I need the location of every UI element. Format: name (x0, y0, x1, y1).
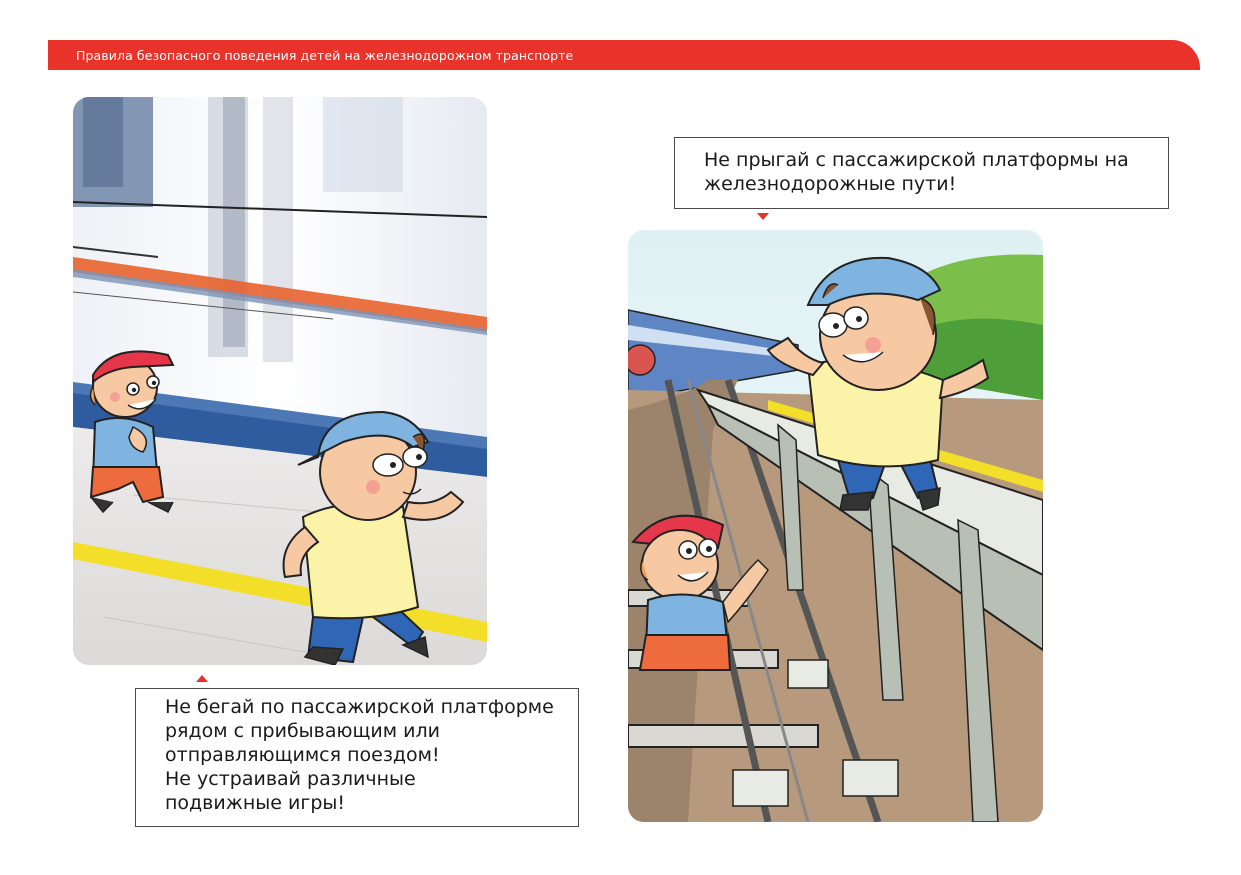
illustration-running-on-platform (73, 97, 487, 665)
caption-line: подвижные игры! (165, 792, 346, 814)
caption-left-pointer-icon (196, 675, 208, 682)
caption-running (135, 688, 579, 827)
illustration-running-on-platform-art (73, 97, 487, 665)
caption-right-pointer-icon (757, 213, 769, 220)
caption-line: Не устраивай различные (165, 768, 416, 790)
caption-jumping (674, 137, 1169, 209)
caption-line: Не бегай по пассажирской платформе (165, 696, 554, 718)
caption-line: рядом с прибывающим или (165, 720, 440, 742)
caption-running-text (165, 695, 575, 815)
caption-line: Не прыгай с пассажирской платформы на (704, 149, 1129, 171)
caption-jumping-text (704, 148, 1164, 196)
caption-line: железнодорожные пути! (704, 173, 957, 195)
header-bar (48, 40, 1200, 70)
page-title: Правила безопасного поведения детей на железнодорожном транспорте (76, 48, 574, 63)
caption-line: отправляющимся поездом! (165, 744, 440, 766)
illustration-jumping-off-platform (628, 230, 1043, 822)
illustration-jumping-off-platform-art (628, 230, 1043, 822)
